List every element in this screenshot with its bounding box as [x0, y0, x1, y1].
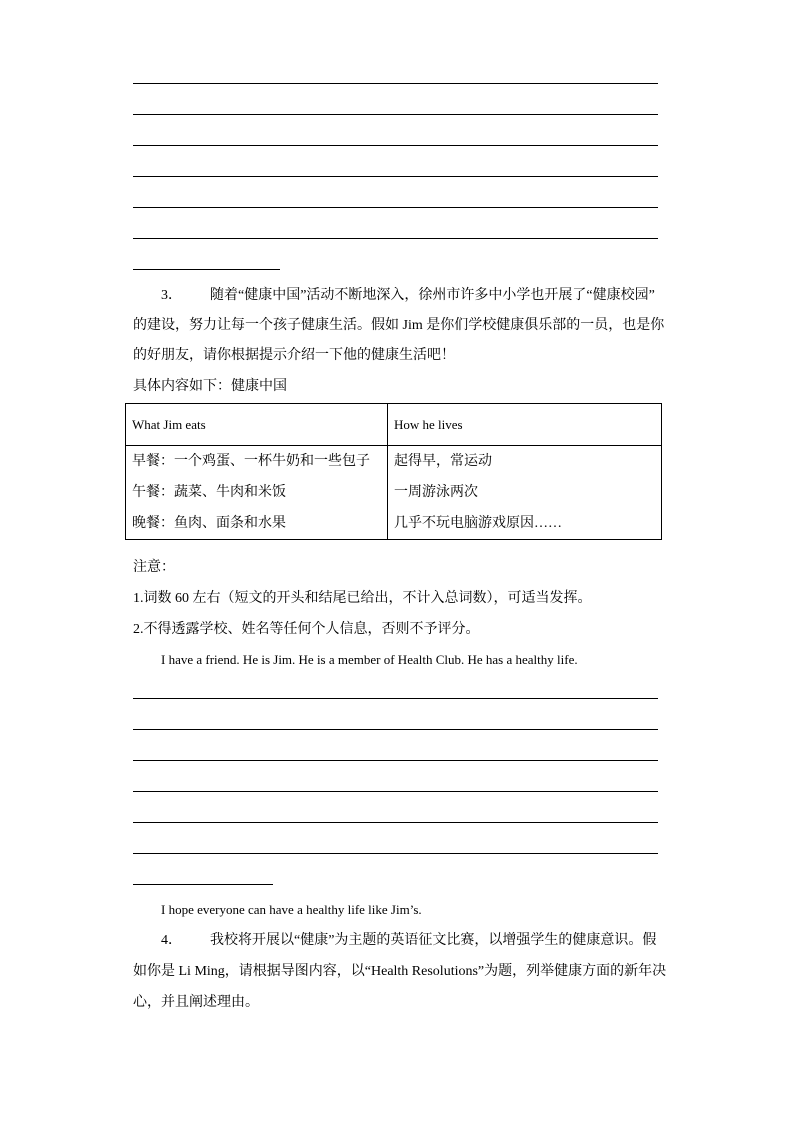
writing-line: [133, 176, 658, 177]
table-header-eats: What Jim eats: [126, 404, 388, 446]
writing-line: [133, 729, 658, 730]
writing-line: [133, 238, 658, 239]
question-3-prompt-line-3: 的好朋友，请你根据提示介绍一下他的健康生活吧！: [133, 348, 455, 363]
writing-line: [133, 145, 658, 146]
essay-opening: I have a friend. He is Jim. He is a member of Health Club. He has a healthy life.: [161, 652, 578, 667]
notes-title: 注意：: [133, 560, 175, 575]
question-4-prompt-line-1: 我校将开展以“健康”为主题的英语征文比赛，以增强学生的健康意识。假: [210, 933, 657, 948]
dinner-item: 晚餐：鱼肉、面条和水果: [132, 516, 286, 531]
lifestyle-item: 几乎不玩电脑游戏原因……: [394, 516, 562, 531]
writing-line: [133, 114, 658, 115]
writing-line: [133, 760, 658, 761]
question-3-number: 3．: [161, 288, 182, 303]
note-1: 1.词数 60 左右（短文的开头和结尾已给出，不计入总词数），可适当发挥。: [133, 591, 592, 606]
question-3-prompt-line-2: 的建设，努力让每一个孩子健康生活。假如 Jim 是你们学校健康俱乐部的一员，也是你: [133, 318, 665, 333]
question-4-prompt-line-3: 心，并且阐述理由。: [133, 995, 259, 1010]
writing-line: [133, 822, 658, 823]
writing-line-short: [133, 884, 273, 885]
writing-line: [133, 207, 658, 208]
question-4-prompt-line-2: 如你是 Li Ming，请根据导图内容，以“Health Resolutions”为题，列举健康方面的新年决: [133, 964, 667, 979]
question-4-number: 4．: [161, 933, 182, 948]
writing-line-short: [133, 269, 280, 270]
table-cell-eats: [126, 446, 388, 540]
lifestyle-item: 起得早，常运动: [394, 454, 492, 469]
question-3-prompt-line-1: 随着“健康中国”活动不断地深入，徐州市许多中小学也开展了“健康校园”: [210, 288, 655, 303]
table-header-lives: How he lives: [388, 404, 662, 446]
note-2: 2.不得透露学校、姓名等任何个人信息，否则不予评分。: [133, 622, 480, 637]
table-cell-lives: [388, 446, 662, 540]
writing-line: [133, 791, 658, 792]
writing-line: [133, 698, 658, 699]
info-table: [125, 403, 662, 540]
essay-closing: I hope everyone can have a healthy life like Jim’s.: [161, 902, 422, 917]
writing-line: [133, 853, 658, 854]
writing-line: [133, 83, 658, 84]
lunch-item: 午餐：蔬菜、牛肉和米饭: [132, 485, 286, 500]
lifestyle-item: 一周游泳两次: [394, 485, 478, 500]
content-label: 具体内容如下：健康中国: [133, 379, 287, 394]
breakfast-item: 早餐：一个鸡蛋、一杯牛奶和一些包子: [132, 454, 370, 469]
